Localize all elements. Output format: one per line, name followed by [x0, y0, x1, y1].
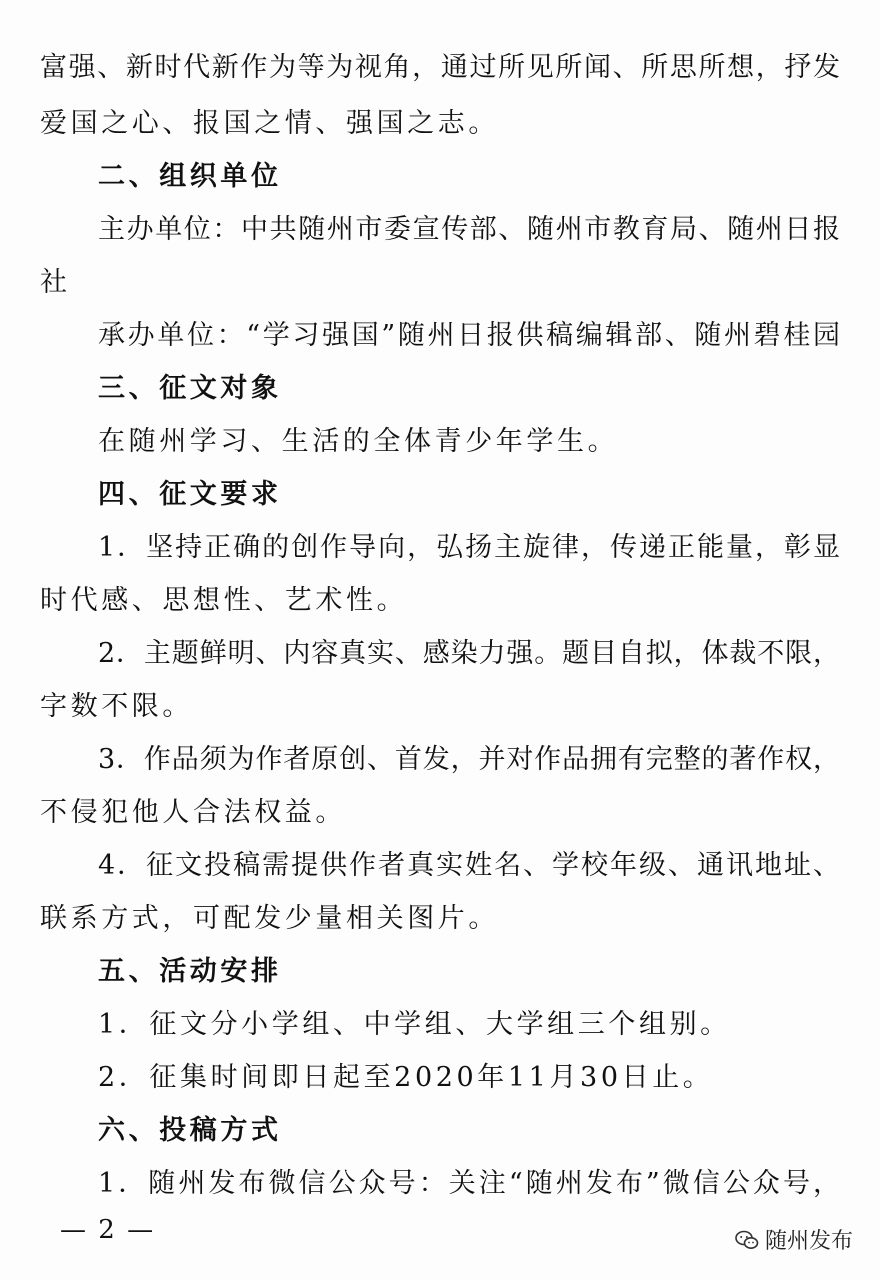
paragraph-line: 富强、新时代新作为等为视角，通过所见所闻、所思所想，抒发 [40, 52, 840, 83]
paragraph-line: 爱国之心、报国之情、强国之志。 [40, 108, 499, 139]
paragraph-line: 承办单位：“学习强国”随州日报供稿编辑部、随州碧桂园 [98, 320, 840, 351]
section-heading: 五、活动安排 [98, 956, 282, 987]
paragraph-line: 2．主题鲜明、内容真实、感染力强。题目自拟，体裁不限， [98, 638, 840, 669]
page-number: — 2 — [60, 1215, 156, 1245]
paragraph-line: 字数不限。 [40, 691, 193, 722]
paragraph-line: 1．坚持正确的创作导向，弘扬主旋律，传递正能量，彰显 [98, 532, 840, 563]
paragraph-line: 联系方式，可配发少量相关图片。 [40, 903, 499, 934]
paragraph-line: 时代感、思想性、艺术性。 [40, 585, 408, 616]
paragraph-line: 社 [40, 267, 71, 298]
paragraph-line: 不侵犯他人合法权益。 [40, 797, 346, 828]
watermark-text: 随州发布 [765, 1229, 854, 1254]
source-watermark [735, 1224, 853, 1255]
paragraph-line: 3．作品须为作者原创、首发，并对作品拥有完整的著作权， [98, 744, 840, 775]
section-heading: 四、征文要求 [98, 479, 282, 510]
paragraph-line: 1．征文分小学组、中学组、大学组三个组别。 [98, 1009, 731, 1040]
paragraph-line: 1．随州发布微信公众号：关注“随州发布”微信公众号， [98, 1168, 840, 1199]
section-heading: 二、组织单位 [98, 161, 282, 192]
wechat-icon [735, 1230, 759, 1250]
paragraph-line: 2．征集时间即日起至2020年11月30日止。 [98, 1062, 714, 1093]
paragraph-line: 主办单位：中共随州市委宣传部、随州市教育局、随州日报 [98, 214, 840, 245]
paragraph-line: 在随州学习、生活的全体青少年学生。 [98, 426, 619, 457]
section-heading: 三、征文对象 [98, 373, 282, 404]
paragraph-line: 4．征文投稿需提供作者真实姓名、学校年级、通讯地址、 [98, 850, 840, 881]
section-heading: 六、投稿方式 [98, 1115, 282, 1146]
